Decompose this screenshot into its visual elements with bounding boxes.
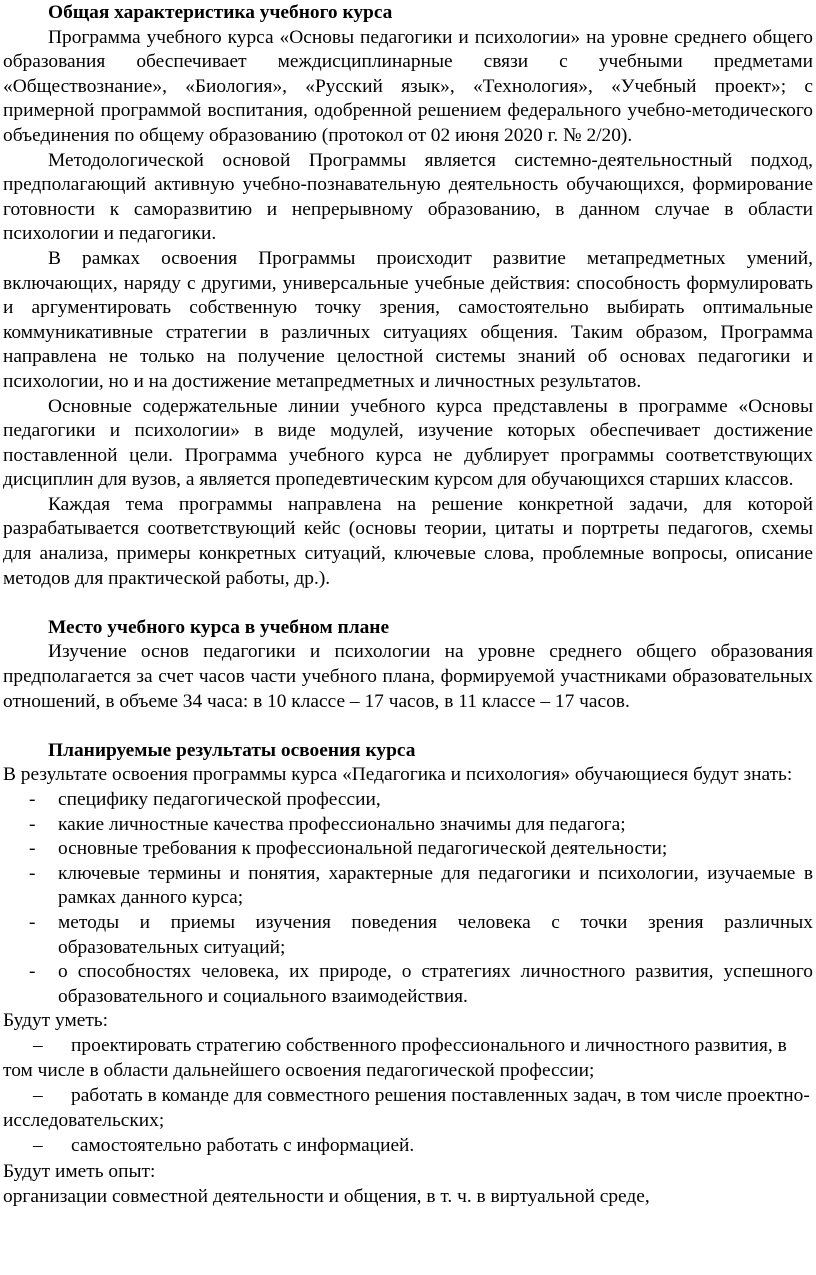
experience-text: организации совместной деятельности и общения, в т. ч. в виртуальной среде, bbox=[3, 1185, 650, 1207]
dash-marker: - bbox=[29, 862, 36, 884]
dash-marker: – bbox=[33, 1034, 43, 1056]
list-item-text: основные требования к профессиональной педагогической деятельности; bbox=[58, 838, 668, 860]
list-item bbox=[3, 862, 813, 911]
experience-label: Будут иметь опыт: bbox=[3, 1160, 156, 1182]
list-item bbox=[3, 1084, 813, 1133]
dash-marker: - bbox=[29, 911, 36, 933]
list-item bbox=[3, 813, 813, 838]
list-item-text: самостоятельно работать с информацией. bbox=[71, 1135, 415, 1157]
list-item-text: какие личностные качества профессионально значимы для педагога; bbox=[58, 813, 626, 835]
paragraph-content-lines: Основные содержательные линии учебного курса представлены в программе «Основы педагогики и психологии» в виде модулей, изучение которых обеспечивает достижение поставленной цели. Программа учебного курса не дублирует программы соответствующих дисциплин для вузов, а является пропедевтическим курсом для обучающихся старших классов. bbox=[3, 395, 813, 491]
paragraph-metasubject-skills: В рамках освоения Программы происходит развитие метапредметных умений, включающих, наряду с другими, универсальные учебные действия: способность формулировать и аргументировать собственную точку зрения, самостоятельно выбирать оптимальные коммуникативные стратегии в различных ситуациях общения. Таким образом, Программа направлена не только на получение целостной системы знаний об основах педагогики и психологии, но и на достижение метапредметных и личностных результатов. bbox=[3, 247, 813, 392]
list-item bbox=[3, 960, 813, 1009]
dash-marker: - bbox=[29, 789, 36, 810]
list-item-text: работать в команде для совместного решения поставленных задач, в том числе проектно-исследовательских; bbox=[3, 1085, 810, 1131]
section-title-general: Общая характеристика учебного курса bbox=[48, 2, 393, 23]
list-item-text: методы и приемы изучения поведения человека с точки зрения различных образовательных ситуаций; bbox=[58, 911, 813, 958]
paragraph-hours: Изучение основ педагогики и психологии на уровне среднего общего образования предполагается за счет часов части учебного плана, формируемой участниками образовательных отношений, в объеме 34 часа: в 10 классе – 17 часов, в 11 классе – 17 часов. bbox=[3, 641, 813, 712]
list-item bbox=[3, 788, 813, 813]
spacer bbox=[3, 591, 813, 616]
list-item-text: специфику педагогической профессии, bbox=[58, 789, 381, 810]
list-item bbox=[3, 1134, 813, 1159]
section-title-results: Планируемые результаты освоения курса bbox=[48, 739, 416, 761]
results-intro: В результате освоения программы курса «Педагогика и психология» обучающиеся будут знать: bbox=[3, 764, 793, 786]
list-item bbox=[3, 1034, 813, 1083]
dash-marker: - bbox=[29, 838, 36, 860]
dash-marker: - bbox=[29, 961, 36, 983]
dash-marker: - bbox=[29, 813, 36, 835]
paragraph-topic-cases: Каждая тема программы направлена на решение конкретной задачи, для которой разрабатывается соответствующий кейс (основы теории, цитаты и портреты педагогов, схемы для анализа, примеры конкретных ситуаций, ключевые слова, проблемные вопросы, описание методов для практической работы, др.). bbox=[3, 493, 813, 589]
can-label: Будут уметь: bbox=[3, 1010, 109, 1032]
section-title-place: Место учебного курса в учебном плане bbox=[48, 616, 390, 638]
list-item-text: ключевые термины и понятия, характерные для педагогики и психологии, изучаемые в рамках данного курса; bbox=[58, 862, 813, 909]
list-item bbox=[3, 837, 813, 862]
list-item-text: проектировать стратегию собственного профессионального и личностного развития, в том числе в области дальнейшего освоения педагогической профессии; bbox=[3, 1034, 787, 1081]
spacer bbox=[3, 714, 813, 739]
can-list bbox=[3, 1034, 813, 1159]
list-item bbox=[3, 911, 813, 960]
list-item-text: о способностях человека, их природе, о стратегиях личностного развития, успешного образовательного и социального взаимодействия. bbox=[58, 961, 813, 1007]
dash-marker: – bbox=[33, 1135, 43, 1157]
paragraph-methodology: Методологической основой Программы является системно-деятельностный подход, предполагающий активную учебно-познавательную деятельность обучающихся, формирование готовности к саморазвитию и непрерывному образованию, в данном случае в области психологии и педагогики. bbox=[3, 149, 813, 245]
know-list bbox=[3, 788, 813, 1009]
paragraph-interdisciplinary: Программа учебного курса «Основы педагогики и психологии» на уровне среднего общего образования обеспечивает междисциплинарные связи с учебными предметами «Обществознание», «Биология», «Русский язык», «Технология», «Учебный проект»; с примерной программой воспитания, одобренной решением федерального учебно-методического объединения по общему образованию (протокол от 02 июня 2020 г. № 2/20). bbox=[3, 26, 813, 146]
dash-marker: – bbox=[33, 1085, 43, 1107]
